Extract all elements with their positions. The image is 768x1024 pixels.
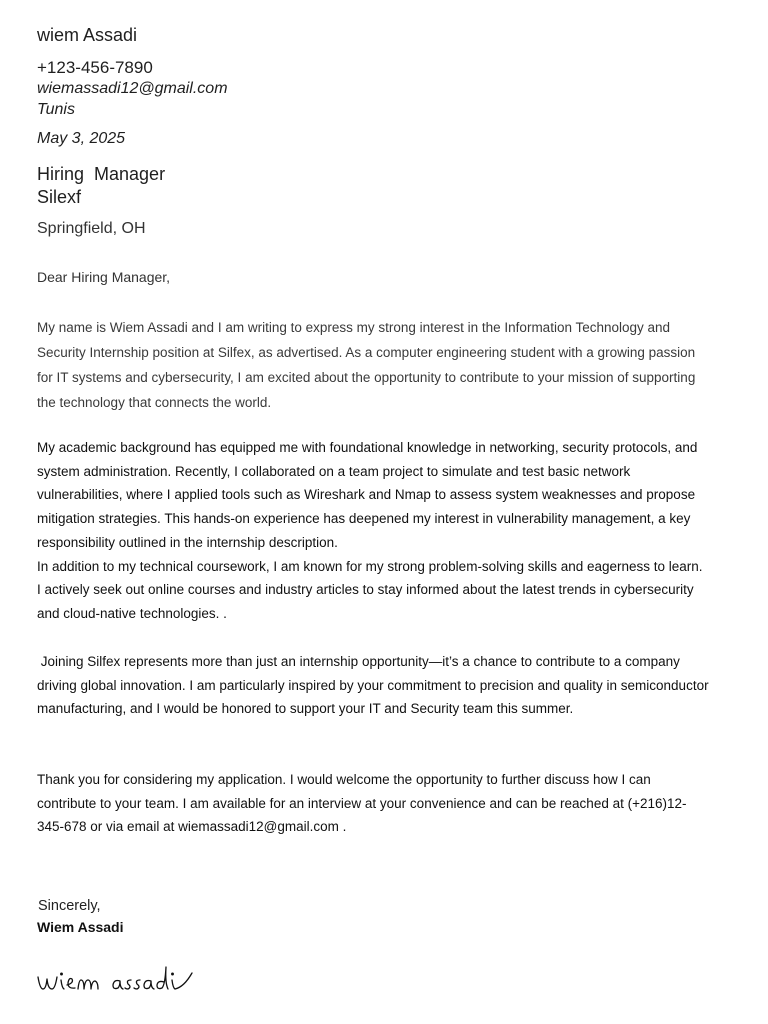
sender-email: wiemassadi12@gmail.com (37, 80, 228, 97)
body-paragraph-background-text: My academic background has equipped me with foundational knowledge in networking, security protocols, and system administration. Recently, I collaborated on a team project to simulate and test basic network vulnerabilities, where I applied tools such as Wireshark and Nmap to assess system weaknesses and propose mitigation strategies. This hands-on experience has deepened my interest in vulnerability management, a key responsibility outlined in the internship description. (37, 440, 698, 550)
signer-name: Wiem Assadi (37, 919, 124, 935)
sender-name: wiem Assadi (37, 25, 138, 45)
body-paragraph-skills-text: In addition to my technical coursework, I am known for my strong problem-solving skills and eagerness to learn. I actively seek out online courses and industry articles to stay informed about the latest trends in cybersecurity and cloud-native technologies. . (37, 558, 703, 621)
handwritten-signature (34, 955, 204, 1005)
recipient-title: Hiring Manager (37, 164, 166, 184)
recipient-company: Silexf (37, 187, 82, 207)
body-paragraph-closing: Thank you for considering my application. I would welcome the opportunity to further discuss how I can contribute to your team. I am available for an interview at your convenience and can be reached at (+216)12-345-678 or via email at wiemassadi12@gmail.com . (37, 772, 687, 835)
body-paragraph-intro: My name is Wiem Assadi and I am writing to express my strong interest in the Information Technology and Security Internship position at Silfex, as advertised. As a computer engineering student with a growing passion for IT systems and cybersecurity, I am excited about the opportunity to contribute to your mission of supporting the technology that connects the world. (37, 320, 696, 410)
recipient-location: Springfield, OH (37, 220, 146, 237)
closing-phrase: Sincerely, (38, 898, 101, 914)
body-paragraph-motivation: Joining Silfex represents more than just an internship opportunity—it’s a chance to contribute to a company driving global innovation. I am particularly inspired by your commitment to precision and quality in semiconductor manufacturing, and I would be honored to support your IT and Security team this summer. (37, 654, 713, 717)
body-paragraph-background (37, 436, 709, 626)
salutation: Dear Hiring Manager, (37, 269, 171, 285)
letter-date: May 3, 2025 (37, 130, 126, 147)
sender-city: Tunis (37, 101, 75, 118)
sender-phone: +123-456-7890 (37, 58, 153, 77)
